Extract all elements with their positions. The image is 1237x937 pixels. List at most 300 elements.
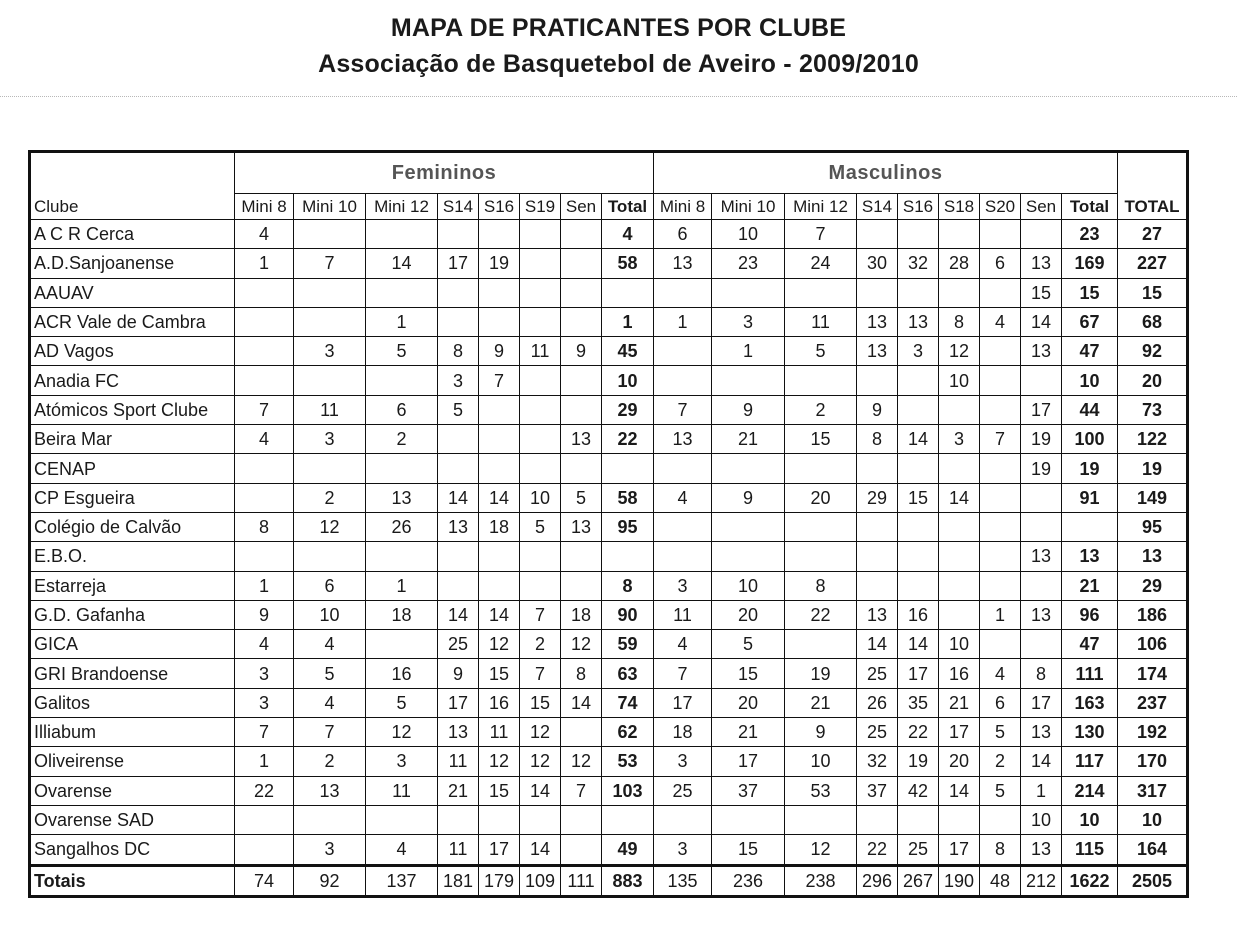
cell-f-mini8: [235, 307, 294, 336]
table-row: [30, 571, 1188, 600]
cell-f-s14: 17: [438, 249, 479, 278]
cell-m-mini8: 13: [654, 425, 712, 454]
cell-m-mini12: [785, 278, 857, 307]
cell-f-mini8: [235, 483, 294, 512]
column-header-m-mini8: Mini 8: [654, 194, 712, 220]
cell-f-sen: [561, 805, 602, 834]
cell-m-s20: [980, 395, 1021, 424]
cell-f-s16: 12: [479, 630, 520, 659]
cell-m-s16: 17: [898, 659, 939, 688]
header-divider: [0, 96, 1237, 97]
cell-m-s20: 1: [980, 600, 1021, 629]
cell-m-s18: 10: [939, 630, 980, 659]
table-row: [30, 630, 1188, 659]
cell-m-mini12: 24: [785, 249, 857, 278]
cell-f-s19: 2: [520, 630, 561, 659]
cell-m-s16: 42: [898, 776, 939, 805]
cell-f-s14: 11: [438, 747, 479, 776]
cell-grand-total: 227: [1118, 249, 1188, 278]
cell-f-mini10: 3: [294, 425, 366, 454]
cell-m-mini8: 4: [654, 483, 712, 512]
cell-f-sen: 18: [561, 600, 602, 629]
cell-f-s14: [438, 220, 479, 249]
cell-m-s18: 3: [939, 425, 980, 454]
cell-f-mini12: 26: [366, 512, 438, 541]
cell-m-s14: 30: [857, 249, 898, 278]
cell-f-sen: [561, 278, 602, 307]
cell-m-mini8: [654, 278, 712, 307]
cell-m-mini12: 8: [785, 571, 857, 600]
cell-f-mini10: [294, 805, 366, 834]
cell-grand-total: 164: [1118, 835, 1188, 865]
total-grand-total: 2505: [1118, 865, 1188, 896]
column-header-row: [30, 194, 1188, 220]
column-header-grand-total: TOTAL: [1118, 194, 1188, 220]
cell-m-s18: [939, 395, 980, 424]
cell-m-s16: 35: [898, 688, 939, 717]
cell-m-sen: [1021, 220, 1062, 249]
cell-f-mini12: [366, 278, 438, 307]
cell-f-mini8: 1: [235, 747, 294, 776]
cell-m-s16: [898, 366, 939, 395]
cell-m-sen: [1021, 366, 1062, 395]
table-row: [30, 835, 1188, 865]
cell-club: ACR Vale de Cambra: [30, 307, 235, 336]
total-f-s16: 179: [479, 865, 520, 896]
cell-club: Ovarense: [30, 776, 235, 805]
table-row: [30, 776, 1188, 805]
cell-m-s20: [980, 805, 1021, 834]
cell-f-s19: [520, 542, 561, 571]
cell-f-s19: [520, 805, 561, 834]
cell-m-total: 21: [1062, 571, 1118, 600]
cell-f-total: 8: [602, 571, 654, 600]
cell-m-s20: [980, 630, 1021, 659]
cell-f-s16: 15: [479, 659, 520, 688]
cell-f-mini8: 4: [235, 220, 294, 249]
cell-f-mini12: [366, 220, 438, 249]
cell-club: E.B.O.: [30, 542, 235, 571]
cell-m-s20: [980, 512, 1021, 541]
cell-m-mini10: 10: [712, 571, 785, 600]
total-club: Totais: [30, 865, 235, 896]
cell-f-s16: [479, 805, 520, 834]
cell-m-mini10: 17: [712, 747, 785, 776]
table-row: [30, 307, 1188, 336]
cell-f-mini8: 4: [235, 425, 294, 454]
cell-f-mini12: 14: [366, 249, 438, 278]
total-f-mini12: 137: [366, 865, 438, 896]
cell-f-mini10: 4: [294, 630, 366, 659]
cell-f-sen: 5: [561, 483, 602, 512]
cell-f-total: [602, 278, 654, 307]
cell-m-s20: 5: [980, 776, 1021, 805]
column-header-f-s14: S14: [438, 194, 479, 220]
cell-m-s16: [898, 278, 939, 307]
total-f-total: 883: [602, 865, 654, 896]
cell-m-sen: 1: [1021, 776, 1062, 805]
cell-f-total: 90: [602, 600, 654, 629]
cell-f-total: 4: [602, 220, 654, 249]
cell-m-sen: 13: [1021, 542, 1062, 571]
cell-f-mini12: 12: [366, 718, 438, 747]
column-header-m-s14: S14: [857, 194, 898, 220]
table-row: [30, 688, 1188, 717]
cell-f-s16: [479, 542, 520, 571]
cell-m-s18: [939, 571, 980, 600]
cell-m-total: 23: [1062, 220, 1118, 249]
cell-grand-total: 13: [1118, 542, 1188, 571]
cell-m-mini12: 9: [785, 718, 857, 747]
cell-m-s20: 2: [980, 747, 1021, 776]
cell-m-s16: 14: [898, 425, 939, 454]
table-row: [30, 395, 1188, 424]
cell-f-s14: 11: [438, 835, 479, 865]
cell-f-total: 49: [602, 835, 654, 865]
cell-f-mini10: 3: [294, 835, 366, 865]
cell-f-s16: [479, 395, 520, 424]
cell-club: AAUAV: [30, 278, 235, 307]
cell-m-mini10: 23: [712, 249, 785, 278]
cell-m-s16: [898, 220, 939, 249]
cell-f-mini10: 4: [294, 688, 366, 717]
cell-m-mini10: 9: [712, 395, 785, 424]
cell-grand-total: 122: [1118, 425, 1188, 454]
cell-m-mini10: 20: [712, 600, 785, 629]
cell-f-s14: [438, 425, 479, 454]
cell-m-mini10: [712, 542, 785, 571]
cell-m-mini12: 2: [785, 395, 857, 424]
column-header-m-total: Total: [1062, 194, 1118, 220]
cell-f-mini8: 8: [235, 512, 294, 541]
cell-f-mini8: 7: [235, 395, 294, 424]
cell-f-total: 58: [602, 483, 654, 512]
cell-m-mini12: [785, 542, 857, 571]
cell-f-s16: 9: [479, 337, 520, 366]
cell-club: Ovarense SAD: [30, 805, 235, 834]
cell-club: GRI Brandoense: [30, 659, 235, 688]
cell-m-s16: [898, 512, 939, 541]
cell-m-s20: 6: [980, 249, 1021, 278]
cell-f-s19: 7: [520, 600, 561, 629]
cell-f-s16: 16: [479, 688, 520, 717]
table-row: [30, 366, 1188, 395]
cell-m-s14: [857, 805, 898, 834]
column-header-m-mini10: Mini 10: [712, 194, 785, 220]
cell-f-s19: [520, 307, 561, 336]
cell-m-s18: 12: [939, 337, 980, 366]
cell-f-sen: [561, 249, 602, 278]
cell-club: Oliveirense: [30, 747, 235, 776]
cell-f-sen: 7: [561, 776, 602, 805]
cell-f-s14: [438, 571, 479, 600]
cell-f-mini12: 18: [366, 600, 438, 629]
cell-m-mini12: [785, 630, 857, 659]
cell-f-mini8: 3: [235, 659, 294, 688]
cell-m-s18: 17: [939, 718, 980, 747]
cell-m-mini10: [712, 512, 785, 541]
cell-m-sen: 10: [1021, 805, 1062, 834]
column-header-f-s19: S19: [520, 194, 561, 220]
cell-f-mini10: [294, 454, 366, 483]
cell-m-total: [1062, 512, 1118, 541]
cell-m-s14: 22: [857, 835, 898, 865]
cell-f-sen: 12: [561, 630, 602, 659]
cell-f-mini8: 9: [235, 600, 294, 629]
cell-m-s18: [939, 278, 980, 307]
cell-f-mini12: [366, 805, 438, 834]
cell-m-s16: 25: [898, 835, 939, 865]
cell-m-s14: [857, 571, 898, 600]
cell-m-mini12: 53: [785, 776, 857, 805]
cell-f-s19: 7: [520, 659, 561, 688]
cell-m-s20: [980, 571, 1021, 600]
cell-m-mini12: 5: [785, 337, 857, 366]
cell-m-s14: 9: [857, 395, 898, 424]
cell-f-s14: 13: [438, 512, 479, 541]
cell-f-s14: 17: [438, 688, 479, 717]
cell-f-sen: [561, 395, 602, 424]
cell-f-s19: 12: [520, 718, 561, 747]
cell-f-mini10: 2: [294, 483, 366, 512]
cell-club: Sangalhos DC: [30, 835, 235, 865]
cell-f-s16: 18: [479, 512, 520, 541]
total-m-mini12: 238: [785, 865, 857, 896]
cell-f-s16: 15: [479, 776, 520, 805]
cell-f-s19: [520, 366, 561, 395]
cell-m-sen: 8: [1021, 659, 1062, 688]
cell-grand-total: 10: [1118, 805, 1188, 834]
cell-m-mini10: 10: [712, 220, 785, 249]
cell-m-mini12: 11: [785, 307, 857, 336]
cell-club: Estarreja: [30, 571, 235, 600]
cell-f-sen: [561, 366, 602, 395]
cell-f-s14: 13: [438, 718, 479, 747]
cell-m-mini12: 22: [785, 600, 857, 629]
cell-f-s16: 12: [479, 747, 520, 776]
cell-club: CENAP: [30, 454, 235, 483]
cell-m-sen: 17: [1021, 395, 1062, 424]
cell-f-s16: 7: [479, 366, 520, 395]
cell-grand-total: 92: [1118, 337, 1188, 366]
cell-f-mini8: [235, 454, 294, 483]
cell-f-s14: [438, 542, 479, 571]
cell-m-s16: [898, 454, 939, 483]
cell-f-mini8: 1: [235, 571, 294, 600]
cell-m-s14: 13: [857, 600, 898, 629]
cell-f-mini12: 5: [366, 337, 438, 366]
total-f-mini8: 74: [235, 865, 294, 896]
cell-m-mini8: 17: [654, 688, 712, 717]
cell-f-mini10: 7: [294, 718, 366, 747]
cell-m-s18: [939, 454, 980, 483]
cell-f-sen: 14: [561, 688, 602, 717]
cell-f-mini8: 1: [235, 249, 294, 278]
cell-m-mini10: [712, 278, 785, 307]
cell-f-total: 59: [602, 630, 654, 659]
cell-m-s14: 14: [857, 630, 898, 659]
cell-m-s18: [939, 512, 980, 541]
cell-m-mini10: 20: [712, 688, 785, 717]
table-row: [30, 718, 1188, 747]
column-header-f-total: Total: [602, 194, 654, 220]
cell-m-s14: 8: [857, 425, 898, 454]
cell-f-mini10: 10: [294, 600, 366, 629]
clubs-table: [28, 150, 1189, 898]
cell-m-s18: [939, 600, 980, 629]
table-row: [30, 483, 1188, 512]
cell-m-mini10: 21: [712, 718, 785, 747]
cell-grand-total: 15: [1118, 278, 1188, 307]
cell-m-mini10: 5: [712, 630, 785, 659]
cell-grand-total: 237: [1118, 688, 1188, 717]
cell-f-sen: 9: [561, 337, 602, 366]
cell-m-sen: 13: [1021, 718, 1062, 747]
cell-m-s14: [857, 542, 898, 571]
cell-f-mini8: 3: [235, 688, 294, 717]
cell-grand-total: 20: [1118, 366, 1188, 395]
column-header-f-mini12: Mini 12: [366, 194, 438, 220]
cell-m-mini8: 25: [654, 776, 712, 805]
group-total-blank-cell: [1118, 152, 1188, 194]
cell-m-total: 10: [1062, 366, 1118, 395]
cell-f-s14: [438, 454, 479, 483]
cell-f-s16: [479, 425, 520, 454]
cell-grand-total: 73: [1118, 395, 1188, 424]
cell-m-mini8: 7: [654, 395, 712, 424]
cell-m-s20: 4: [980, 659, 1021, 688]
cell-m-s14: 29: [857, 483, 898, 512]
total-m-mini10: 236: [712, 865, 785, 896]
cell-f-total: 1: [602, 307, 654, 336]
total-m-mini8: 135: [654, 865, 712, 896]
cell-f-mini10: [294, 278, 366, 307]
column-header-m-sen: Sen: [1021, 194, 1062, 220]
cell-f-total: 45: [602, 337, 654, 366]
cell-m-s20: [980, 454, 1021, 483]
cell-m-total: 100: [1062, 425, 1118, 454]
column-header-m-mini12: Mini 12: [785, 194, 857, 220]
cell-m-total: 47: [1062, 630, 1118, 659]
cell-m-mini10: 37: [712, 776, 785, 805]
cell-f-sen: [561, 454, 602, 483]
cell-m-s16: [898, 571, 939, 600]
cell-m-s20: 4: [980, 307, 1021, 336]
cell-f-mini10: 12: [294, 512, 366, 541]
cell-m-mini8: [654, 366, 712, 395]
cell-f-sen: 13: [561, 425, 602, 454]
cell-m-sen: 19: [1021, 454, 1062, 483]
cell-f-sen: [561, 220, 602, 249]
cell-m-s16: [898, 542, 939, 571]
cell-grand-total: 186: [1118, 600, 1188, 629]
cell-m-s14: [857, 366, 898, 395]
cell-f-total: 22: [602, 425, 654, 454]
cell-f-mini8: [235, 542, 294, 571]
column-header-f-mini10: Mini 10: [294, 194, 366, 220]
cell-m-s20: [980, 366, 1021, 395]
cell-m-total: 169: [1062, 249, 1118, 278]
cell-m-s16: 22: [898, 718, 939, 747]
cell-m-mini10: [712, 805, 785, 834]
cell-m-s14: [857, 220, 898, 249]
cell-f-mini10: 11: [294, 395, 366, 424]
cell-club: A C R Cerca: [30, 220, 235, 249]
cell-f-mini8: [235, 805, 294, 834]
cell-m-s18: 28: [939, 249, 980, 278]
total-f-sen: 111: [561, 865, 602, 896]
table-row: [30, 542, 1188, 571]
cell-grand-total: 317: [1118, 776, 1188, 805]
cell-m-mini10: 3: [712, 307, 785, 336]
cell-m-total: 91: [1062, 483, 1118, 512]
cell-f-mini10: 3: [294, 337, 366, 366]
cell-grand-total: 170: [1118, 747, 1188, 776]
cell-f-s19: 5: [520, 512, 561, 541]
cell-grand-total: 174: [1118, 659, 1188, 688]
cell-m-s16: 15: [898, 483, 939, 512]
cell-f-s19: 10: [520, 483, 561, 512]
table-row: [30, 337, 1188, 366]
column-header-club: Clube: [30, 194, 235, 220]
cell-f-s14: [438, 278, 479, 307]
total-f-s14: 181: [438, 865, 479, 896]
cell-f-total: 103: [602, 776, 654, 805]
cell-f-mini12: 2: [366, 425, 438, 454]
cell-f-s16: [479, 454, 520, 483]
cell-grand-total: 192: [1118, 718, 1188, 747]
cell-grand-total: 27: [1118, 220, 1188, 249]
cell-f-mini8: 22: [235, 776, 294, 805]
cell-m-total: 130: [1062, 718, 1118, 747]
cell-m-sen: 13: [1021, 249, 1062, 278]
cell-m-s20: 6: [980, 688, 1021, 717]
cell-f-total: 53: [602, 747, 654, 776]
cell-m-s16: 14: [898, 630, 939, 659]
cell-f-s14: 3: [438, 366, 479, 395]
cell-m-sen: [1021, 512, 1062, 541]
cell-club: Colégio de Calvão: [30, 512, 235, 541]
cell-m-mini8: 11: [654, 600, 712, 629]
column-header-f-s16: S16: [479, 194, 520, 220]
cell-f-mini8: [235, 835, 294, 865]
cell-f-s19: 12: [520, 747, 561, 776]
cell-f-s19: [520, 571, 561, 600]
cell-f-mini12: 3: [366, 747, 438, 776]
page-title: MAPA DE PRATICANTES POR CLUBE: [390, 14, 847, 42]
cell-grand-total: 106: [1118, 630, 1188, 659]
cell-m-mini12: 20: [785, 483, 857, 512]
cell-m-total: 44: [1062, 395, 1118, 424]
cell-f-mini12: 16: [366, 659, 438, 688]
table-row: [30, 747, 1188, 776]
cell-m-total: 115: [1062, 835, 1118, 865]
table-row: [30, 805, 1188, 834]
cell-f-s14: [438, 805, 479, 834]
cell-m-mini8: [654, 512, 712, 541]
cell-f-total: [602, 542, 654, 571]
cell-f-mini10: [294, 220, 366, 249]
cell-club: Anadia FC: [30, 366, 235, 395]
table-row: [30, 425, 1188, 454]
cell-m-mini10: 9: [712, 483, 785, 512]
cell-f-mini10: 2: [294, 747, 366, 776]
cell-m-s20: [980, 542, 1021, 571]
cell-m-total: 214: [1062, 776, 1118, 805]
cell-f-s16: [479, 278, 520, 307]
cell-m-mini10: 15: [712, 835, 785, 865]
cell-f-mini10: [294, 307, 366, 336]
